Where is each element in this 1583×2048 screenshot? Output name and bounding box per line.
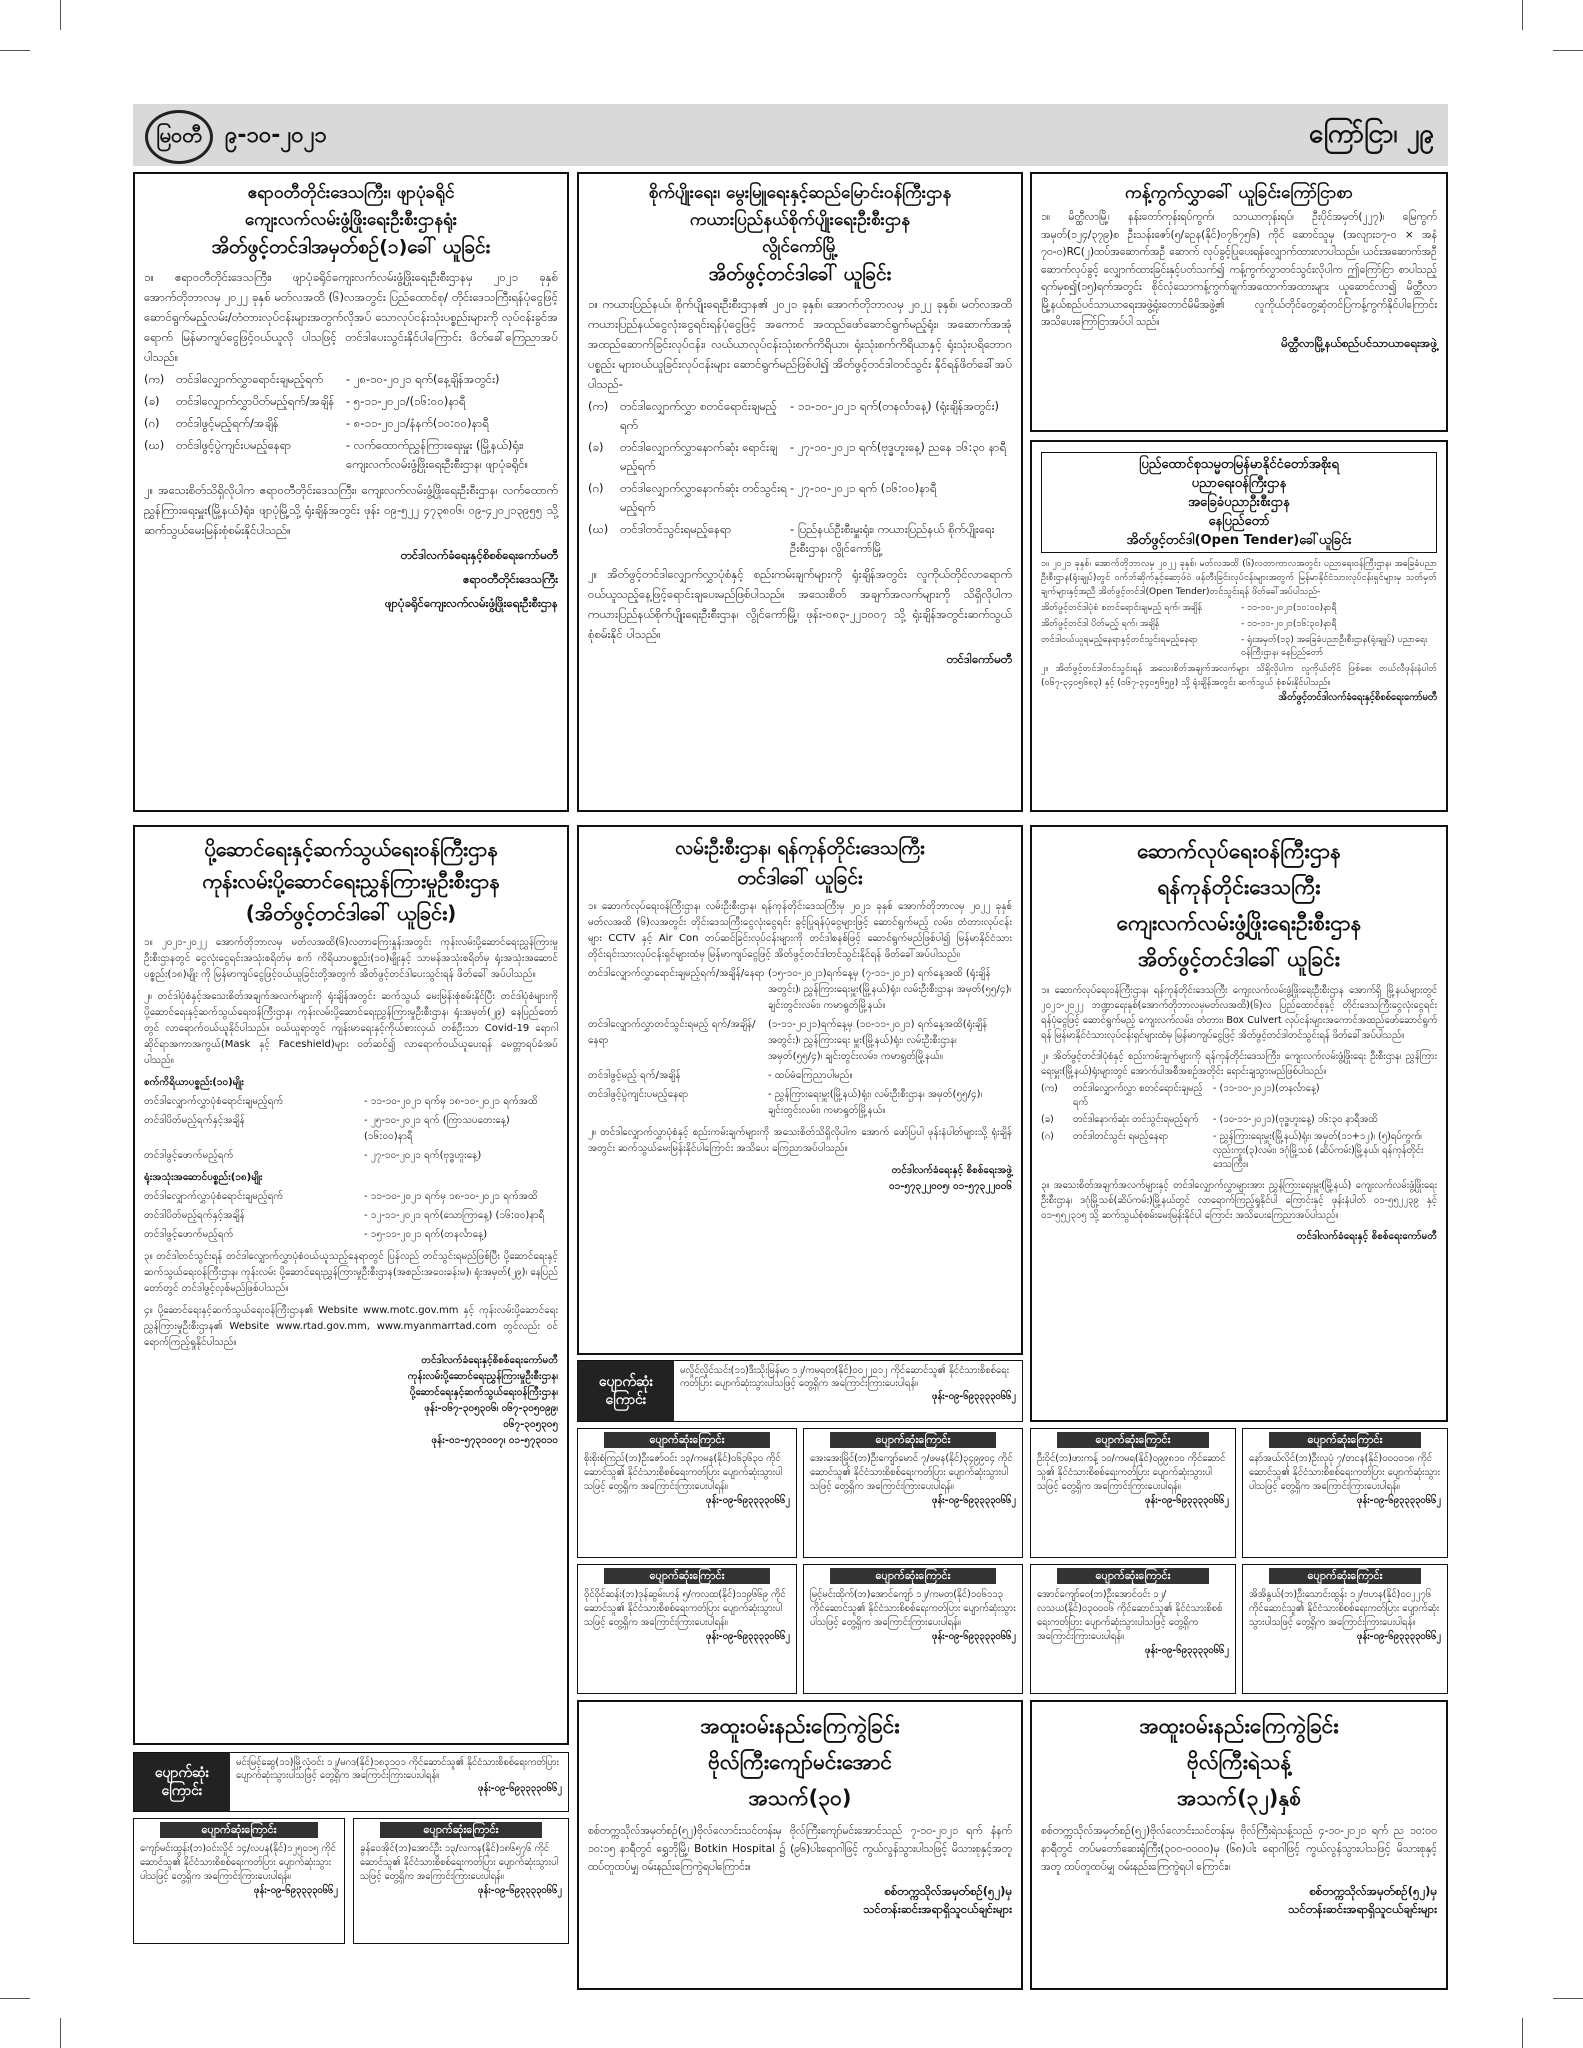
- lost-text: အိအိနွယ်(ဘ)ဦးသောင်းထွန်း ၁၂/ဗဟန(နိုင်)၀၀၂၂၇၆ ကိုင်ဆောင်သူ၏ နိုင်ငံသားစိစစ်ရေးကတ်ပြား ပျောက်ဆုံးသွားပါသဖြင့် တွေ့ရှိက အကြောင်းကြားပေးပါရန်။: [1249, 1589, 1440, 1628]
- schedule-row: (က) တင်ဒါလျှောက်လွှာရောင်းချမည့်ရက် - ၂၈-၁၀-၂၀၂၁ ရက်(နေ့ချိန်အတွင်း): [144, 372, 500, 386]
- lost-text: ဦးဝိုင်(ဘ)ဖားကန့် ၁၀/ကမရ(နိုင်)၀၉၉၈၁၀ ကိုင်ဆောင်သူ၏ နိုင်ငံသားစိစစ်ရေးကတ်ပြား ပျောက်ဆုံးသွားပါသဖြင့် တွေ့ရှိက အကြောင်းကြားပေးပါရန်။: [1037, 1453, 1226, 1492]
- notice-paragraph: ၃။ တင်ဒါတင်သွင်းရန် တင်ဒါလျှောက်လွှာပုံစံဝယ်ယူသည့်နေရာတွင် ပြန်လည် တင်သွင်းရမည်ဖြစ်ပြီး ပို့ဆောင်ရေးနှင့်ဆက်သွယ်ရေးဝန်ကြီးဌာန၊ ကုန်းလမ်း ပို့ဆောင်ရေးညွှန်ကြားမှုဦးစီးဌာန(အစည်းအဝေးခန်းမ)၊ ရုံးအမှတ်(၂၉)၊ နေပြည် တော်တွင် တင်ဒါဖွင့်လှစ်မည်ဖြစ်ပါသည်။: [144, 1251, 558, 1294]
- signature: သင်တန်းဆင်းအရာရှိသူငယ်ချင်းများ: [1288, 1902, 1437, 1916]
- notice-title: ကန့်ကွက်လွှာခေါ် ယူခြင်းကြော်ငြာစာ: [1125, 183, 1353, 203]
- lost-notice: ပျောက်ဆုံးကြောင်း ဝိုင်ဝိုင်ဆန်း(ဘ)ဒုန်ဆွမ်းဟန် ၅/ကလထ(နိုင်)၁၁၉၆၆၉ ကိုင်ဆောင်သူ၏ နိုင်ငံသားစိစစ်ရေးကတ်ပြား ပျောက်ဆုံးသွားပါသဖြင့် တွေ့ရှိက အကြောင်းကြားပေးပါရန်။ ဖုန်း-၀၉-၆၉၃၃၃၃၀၆၆၂: [577, 1564, 797, 1694]
- signature: တင်ဒါလက်ခံရေးနှင့် စိစစ်ရေးကော်မတီ: [1296, 1231, 1437, 1242]
- lost-text: စိုးစိုးစံကြည်(ဘ)ဦးဇော်ဝင်း ၁၃/ကမန(နိုင်)၀၆၃၆၃၀ ကိုင်ဆောင်သူ၏ နိုင်ငံသားစိစစ်ရေးကတ်ပြား ပျောက်ဆုံးသွားပါသဖြင့် တွေ့ရှိက အကြောင်းကြားပေးပါရန်။: [584, 1453, 783, 1492]
- obituary-captain-ye-thant: [1030, 1700, 1448, 1990]
- tender-notice-kayah-agriculture: [577, 172, 1023, 812]
- issue-date: ၉-၁၀-၂၀၂၁: [225, 123, 327, 148]
- crop-mark: [60, 2018, 61, 2048]
- lost-label: ပျောက်ဆုံး ကြောင်း: [578, 1361, 674, 1421]
- lost-text: မင်းမြင့်ဆွေ(၁၁)မြို့လုံ၀င်း ၁၂/မဂဒ(နိုင်)၁၈၃၁၀၁ ကိုင်ဆောင်သူ၏ နိုင်ငံသားစိစစ်ရေးကတ်ပြား ပျောက်ဆုံးသွားပါသဖြင့် တွေ့ရှိက အကြောင်းကြားပေးပါရန်။: [236, 1757, 559, 1781]
- schedule-row: (ဂ) တင်ဒါဖွင့်မည့်ရက်/အချိန် - ၈-၁၁-၂၀၂၁/နံနက်(၁၀:၀၀)နာရီ: [144, 416, 489, 430]
- lost-notice: ပျောက်ဆုံးကြောင်း အေးအေးမြိုင်(ဘ)ဦးကျော်မောင် ၇/ဖမန(နိုင်)၃၄၉၉၀၄ ကိုင်ဆောင်သူ၏ နိုင်ငံသားစိစစ်ရေးကတ်ပြား ပျောက်ဆုံးသွားပါသဖြင့် တွေ့ရှိက အကြောင်းကြားပေးပါရန်။ ဖုန်း-၀၉-၆၉၃၃၃၃၀၆၆၂: [803, 1428, 1023, 1558]
- lost-notice: ပျောက်ဆုံးကြောင်း ခွန်ဝေအိုင်(ဘ)အောင်ဦး ၁၃/လကန(နိုင်)၁၈၆၅၇၆ ကိုင်ဆောင်သူ၏ နိုင်ငံသားစိစစ်ရေးကတ်ပြား ပျောက်ဆုံးသွားပါသဖြင့် တွေ့ရှိက အကြောင်းကြားပေးပါရန်။ ဖုန်း-၀၉-၆၉၃၃၃၃၀၆၆၂: [353, 1818, 569, 1944]
- lost-text: အောင်ကျော်ဝေ(ဘ)ဦးအောင်ဝင်း ၁၂/လသယ(နိုင်)၀၃၀၀၀၆ ကိုင်ဆောင်သူ၏ နိုင်ငံသားစိစစ်ရေးကတ်ပြား ပျောက်ဆုံးသွားပါသဖြင့် တွေ့ရှိက အကြောင်းကြားပေးပါရန်။: [1037, 1589, 1223, 1642]
- schedule-row: (ဂ) တင်ဒါတင်သွင်း ရမည့်နေရာ - ညွှန်ကြားရေးမှူး(မြို့နယ်)ရုံး၊ အမှတ်(၁၁+၁၂)၊ (၅)ရပ်ကွက်၊ လှည်းကူး(၃)လမ်း၊ ဒဂုံမြို့သစ် (ဆိပ်ကမ်း)မြို့နယ်၊ ရန်ကုန်တိုင်းဒေသကြီး။: [1041, 1131, 1424, 1170]
- schedule-row: (ဃ) တင်ဒါတင်သွင်းရမည့်နေရာ - ပြည်နယ်ဦးစီးမှူးရုံး၊ ကယားပြည်နယ် စိုက်ပျိုးရေးဦးစီးဌာန၊ လွိုင်ကော်မြို့: [588, 522, 995, 555]
- obituary-title: အထူးဝမ်းနည်းကြေကွဲခြင်း: [700, 1714, 900, 1738]
- notice-paragraph: ၂။ အိတ်ဖွင့်တင်ဒါလျှောက်လွှာပုံစံနှင့် စည်းကမ်းချက်များကို ရုံးချိန်အတွင်း လူကိုယ်တိုင်လာရောက်ဝယ်ယူသည့်နေ့ဖြင့်ရောင်းချပေးမည်ဖြစ်ပါသည်။ အသေးစိတ် အချက်အလက်များကို သိရှိလိုပါက ကယားပြည်နယ်စိုက်ပျိုးရေးဦးစီးဌာန၊ လွိုင်ကော်မြို့၊ ဖုန်း-၀၈၃-၂၂၁၀၀၇ သို့ ရုံးချိန်အတွင်းဆက်သွယ်စုံစမ်းနိုင် ပါသည်။: [588, 567, 1012, 641]
- lost-notice: ပျောက်ဆုံးကြောင်း ကျော်မင်းထွန်း(ဘ)ဝင်းလှိုင် ၁၄/လပန(နိုင်)၁၂၅၀၁၅ ကိုင်ဆောင်သူ၏ နိုင်ငံသားစိစစ်ရေးကတ်ပြား ပျောက်ဆုံးသွားပါသဖြင့် တွေ့ရှိက အကြောင်းကြားပေးပါရန်။ ဖုန်း-၀၉-၆၉၃၃၃၃၀၆၆၂: [133, 1818, 345, 1944]
- notice-title: ကျေးလက်လမ်းဖွံ့ဖြိုးရေးဦးစီးဌာနရုံး: [244, 210, 458, 230]
- crop-mark: [0, 1998, 30, 1999]
- tender-notice-yangon-rural-roads: [1030, 825, 1448, 1422]
- notice-title: (အိတ်ဖွင့်တင်ဒါခေါ် ယူခြင်း): [245, 901, 457, 925]
- crop-mark: [1522, 0, 1523, 30]
- obituary-text: စစ်တက္ကသိုလ်အမှတ်စဉ်(၅၂)ဗိုလ်လောင်းသင်တန်းမှ ဗိုလ်ကြီးရဲသန့်သည် ၄-၁၀-၂၀၂၁ ရက် ည ၁၀:၀၀ နာရီတွင် တပ်မတော်ဆေးရုံကြီး(၃၀၀-၀၀၀၀)မှ (၆၈)ပါး ရောဂါဖြင့် ကွယ်လွန်သွားပါသဖြင့် မိသားစုနှင့်အတူ ထပ်တူထပ်မျှ ဝမ်းနည်းကြေကွဲရပါ ကြောင်း။: [1041, 1825, 1437, 1873]
- page-number: ကြော်ငြာ၊ ၂၉: [1308, 119, 1434, 149]
- signature: ၀၆၇-၃၀၅၃၀၅: [503, 1419, 558, 1430]
- signature: စစ်တက္ကသိုလ်အမှတ်စဉ်(၅၂)မှ: [884, 1884, 1012, 1898]
- obituary-captain-kyaw-min-aung: [577, 1700, 1023, 1990]
- schedule-row: အိတ်ဖွင့်တင်ဒါ ပိတ်မည့် ရက်၊ အချိန် - ၁၁-၁၁-၂၀၂၁(၁၆:၃၀)နာရီ: [1041, 619, 1337, 629]
- schedule-row: အိတ်ဖွင့်တင်ဒါပုံစံ စတင်ရောင်းချမည့် ရက်၊ အချိန် - ၁၁-၁၀-၂၀၂၁(၁၀:၀၀)နာရီ: [1041, 603, 1337, 613]
- notice-paragraph: ၁။ မိတ္ထီလာမြို့၊ နန်းတော်ကုန်းရပ်ကွက်၊ သာယာကုန်းရပ်၊ ဦးပိုင်အမှတ်(၂၂၇)၊ မြေကွက်အမှတ်(၁၂၄/၃၇၉)စ ဦးသန်းဇော်(၅/ခဥန(နိုင်)၀၇၆၇၅၆) ကိုင် ဆောင်သူမှ (အလျား၁၇-၀ × အနံ ၇၀-၀)RC(၂)ထပ်အဆောက်အဦ ဆောက် လုပ်ခွင့်ပြုပေးရန်လျှောက်ထားလာပါသည်။ ယင်းအဆောက်အဦဆောက်လုပ်ခွင့် လျှောက်ထားခြင်းနှင့်ပတ်သက်၍ ကန့်ကွက်လွှာတင်သွင်းလိုပါက ဤကြော်ငြာ စာပါသည့်ရက်မှစ၍(၁၅)ရက်အတွင်း စိုင်လုံသောကန့်ကွက်ချက်အထောက်အထားများ ယူဆောင်လာ၍ မိတ္ထီလာမြို့နယ်စည်ပင်သာယာရေးအဖွဲ့ရုံးတောင်မိမိအဖွဲ့၏ လူကိုယ်တိုင်တွေ့ဆုံတင်ပြကန့်ကွက်နိုင်ပါကြောင်း အသိပေးကြော်ငြာအပ်ပါ သည်။: [1041, 211, 1437, 328]
- notice-title: ရန်ကုန်တိုင်းဒေသကြီး: [1157, 875, 1321, 899]
- notice-title: နေပြည်တော်: [1208, 514, 1270, 529]
- lost-text: နော်အယ်လိုင်(ဘ)ဦးလှပုံ ၇/တငန(နိုင်)၀၀၀၀၁၈ ကိုင်ဆောင်သူ၏ နိုင်ငံသားစိစစ်ရေးကတ်ပြား ပျောက်ဆုံးသွားပါသဖြင့် တွေ့ရှိက အကြောင်းကြားပေးပါရန်။: [1249, 1453, 1441, 1492]
- obituary-name: ဗိုလ်ကြီးကျော်မင်းအောင်: [707, 1750, 893, 1774]
- notice-paragraph: ၃။ အသေးစိတ်အချက်အလက်များနှင့် တင်ဒါလျှောက်လွှာများအား ညွှန်ကြားရေးမှူး(မြို့နယ်) ကျေးလက်လမ်းဖွံ့ဖြိုးရေးဦးစီးဌာန၊ ဒဂုံမြို့သစ်(ဆိပ်ကမ်း)မြို့နယ်တွင် လာရောက်ကြည့်ရှုနိုင်ပါ ကြောင်းနှင့် ဖုန်းနံပါတ် ၀၁-၅၅၂၂၃၉ နှင့် ၀၁-၅၅၂၃၁၅ သို့ ဆက်သွယ်စုံစမ်းမေးမြန်းနိုင်ပါ ကြောင်း အသိပေးကြေညာအပ်ပါသည်။: [1041, 1180, 1437, 1221]
- notice-title: ဆောက်လုပ်ရေးဝန်ကြီးဌာန: [1137, 839, 1341, 863]
- tender-notice-pyapon: [133, 172, 569, 812]
- schedule-row: တင်ဒါပိတ်မည့်ရက်နှင့်အချိန် - ၂၅-၁၀-၂၀၂၁ ရက် (ကြာသပတေးနေ့)(၁၆:၀၀)နာရီ: [144, 1115, 510, 1142]
- schedule-row: (ခ) တင်ဒါလျှောက်လွှာပိတ်မည့်ရက်/အချိန် - ၅-၁၁-၂၀၂၁/(၁၆:၀၀)နာရီ: [144, 394, 466, 408]
- notice-paragraph: ၁။ ကယားပြည်နယ်၊ စိုက်ပျိုးရေးဦးစီးဌာန၏ ၂၀၂၁ ခုနှစ်၊ အောက်တိုဘာလမှ ၂၀၂၂ ခုနှစ်၊ မတ်လအထိ ကယားပြည်နယ်ငွေလုံးငွေရင်းရန်ပုံငွေဖြင့် အကောင် အထည်ဖော်ဆောင်ရွက်မည့်ရုံး၊ အဆောက်အအုံအထည်ဆောက်ခြင်းလုပ်ငန်း၊ လယ်ယာလုပ်ငန်းသုံးစက်ကိရိယာ၊ ရုံးသုံးစက်ကိရိယာနှင့် ရုံးသုံးပရိဘောဂပစ္စည်း များဝယ်ယူခြင်းလုပ်ငန်းများ ဆောင်ရွက်မည်ဖြစ်ပါ၍ အိတ်ဖွင့်တင်ဒါတင်သွင်း နိုင်ရန်ဖိတ်ခေါ်အပ်ပါသည်-: [588, 297, 1012, 391]
- notice-title: ကုန်းလမ်းပို့ဆောင်ရေးညွှန်ကြားမှုဦးစီးဌာန: [202, 869, 500, 893]
- crop-mark: [0, 50, 30, 51]
- crop-mark: [1553, 50, 1583, 51]
- tender-notice-yangon-roads: [577, 825, 1023, 1355]
- notice-title: စိုက်ပျိုးရေး၊ မွေးမြူရေးနှင့်ဆည်မြောင်းဝန်ကြီးဌာန: [648, 183, 952, 203]
- schedule-row: (ခ) တင်ဒါနောက်ဆုံး တင်သွင်းရမည့်ရက် - (၁၀-၁၁-၂၀၂၁)(ဗုဒ္ဓဟူးနေ့) ၁၆:၃၀ နာရီအထိ: [1041, 1114, 1378, 1125]
- signature: ၀၁-၅၇၃၂၂၀၀၅၊ ၀၁-၅၇၃၂၂၀၀၆: [888, 1181, 1012, 1192]
- section-heading: ရုံးအသုံးအဆောင်ပစ္စည်း(၁၈)မျိုး: [144, 1172, 263, 1183]
- notice-paragraph: ၁။ ဆောက်လုပ်ရေးဝန်ကြီးဌာန၊ ရန်ကုန်တိုင်းဒေသကြီး ကျေးလက်လမ်းဖွံ့ဖြိုးရေးဦးစီးဌာန အောက်ရှိ မြို့နယ်များတွင် ၂၀၂၁-၂၀၂၂ ဘဏ္ဍာရေးနှစ်(အောက်တိုဘာလမှမတ်လအထိ)(၆)လ ပြည်ထောင်စုနှင့် တိုင်းဒေသကြီးငွေလုံးငွေရင်းရန်ပုံငွေဖြင့် ဆောင်ရွက်မည့် ကျေးလက်လမ်း၊ တံတား၊ Box Culvert လုပ်ငန်းများအကောင်အထည်ဖော်ဆောင်ရွက်ရန် မြန်မာနိုင်ငံသားလုပ်ငန်းရှင်များထံမှ မြန်မာကျပ်ငွေဖြင့် အိတ်ဖွင့်တင်ဒါတင်သွင်းရန် ဖိတ်ခေါ်အပ်ပါသည်။: [1041, 985, 1437, 1041]
- lost-notice-bar: [577, 1360, 1023, 1422]
- lost-text: အေးအေးမြိုင်(ဘ)ဦးကျော်မောင် ၇/ဖမန(နိုင်)၃၄၉၉၀၄ ကိုင်ဆောင်သူ၏ နိုင်ငံသားစိစစ်ရေးကတ်ပြား ပျောက်ဆုံးသွားပါသဖြင့် တွေ့ရှိက အကြောင်းကြားပေးပါရန်။: [810, 1453, 1013, 1492]
- notice-title: ပြည်ထောင်စုသမ္မတမြန်မာနိုင်ငံတော်အစိုးရ: [1139, 457, 1339, 472]
- lost-notice: ပျောက်ဆုံးကြောင်း အိအိနွယ်(ဘ)ဦးသောင်းထွန်း ၁၂/ဗဟန(နိုင်)၀၀၂၂၇၆ ကိုင်ဆောင်သူ၏ နိုင်ငံသားစိစစ်ရေးကတ်ပြား ပျောက်ဆုံးသွားပါသဖြင့် တွေ့ရှိက အကြောင်းကြားပေးပါရန်။ ဖုန်း-၀၉-၆၉၃၃၃၃၀၆၆၂: [1242, 1564, 1448, 1694]
- signature: မိတ္ထီလာမြို့နယ်စည်ပင်သာယာရေးအဖွဲ့: [1281, 335, 1437, 350]
- notice-title: လွိုင်ကော်မြို့: [762, 237, 838, 257]
- lost-text: ကျော်မင်းထွန်း(ဘ)ဝင်းလှိုင် ၁၄/လပန(နိုင်)၁၂၅၀၁၅ ကိုင်ဆောင်သူ၏ နိုင်ငံသားစိစစ်ရေးကတ်ပြား ပျောက်ဆုံးသွားပါသဖြင့် တွေ့ရှိက အကြောင်းကြားပေးပါရန်။: [140, 1843, 336, 1882]
- newspaper-logo: မြဝတီ: [145, 110, 213, 164]
- lost-phone: ဖုန်း-၀၉-၆၉၃၃၃၃၀၆၆၂: [477, 1783, 562, 1794]
- crop-mark: [60, 0, 61, 30]
- schedule-row: တင်ဒါဖွင့်ဖောက်မည့်ရက် - ၁၅-၁၁-၂၀၂၁ ရက်(တနင်္လာနေ့): [144, 1229, 488, 1240]
- schedule-row: တင်ဒါလျှောက်လွှာပုံစံရောင်းချမည့်ရက် - ၁၁-၁၀-၂၀၂၁ ရက်မှ ၁၈-၁၀-၂၀၂၁ ရက်အထိ: [144, 1096, 538, 1107]
- open-tender-basic-education: [1030, 440, 1448, 812]
- crop-mark: [1553, 1998, 1583, 1999]
- notice-title: ပို့ဆောင်ရေးနှင့်ဆက်သွယ်ရေးဝန်ကြီးဌာန: [204, 837, 498, 861]
- lost-label: ပျောက်ဆုံး ကြောင်း: [134, 1753, 230, 1811]
- crop-mark: [1522, 2018, 1523, 2048]
- notice-paragraph: ၂။ တင်ဒါပုံစံနှင့်အသေးစိတ်အချက်အလက်များကို ရုံးချိန်အတွင်း ဆက်သွယ် မေးမြန်းစုံစမ်းနိုင်ပြီး တင်ဒါပုံစံများကို ပို့ဆောင်ရေးနှင့်ဆက်သွယ်ရေးဝန်ကြီးဌာန၊ ကုန်းလမ်းပို့ဆောင်ရေးညွှန်ကြားမှုဦးစီးဌာန၊ ရုံးအမှတ်(၂၉) နေပြည်တော်တွင် လာရောက်ဝယ်ယူနိုင်ပါသည်။ ဝယ်ယူရာတွင် ကျန်းမာရေးနှင့်ကိုယ်စားလှယ် တစ်ဦးသာ Covid-19 ရောဂါဆိုင်ရာအကာအကွယ်(Mask နှင့် Faceshield)များ ဝတ်ဆင်၍ လာရောက်ဝယ်ယူပေးရန် မေတ္တာရပ်ခံအပ်ပါသည်။: [144, 991, 558, 1066]
- schedule-row: (ဂ) တင်ဒါလျှောက်လွှာနောက်ဆုံး တင်သွင်းရမည့်ရက် - ၂၇-၁၀-၂၀၂၁ ရက် (၁၆:၀၀)နာရီ: [588, 481, 937, 514]
- signature: တင်ဒါလက်ခံရေးနှင့်စိစစ်ရေးကော်မတီ: [421, 1355, 558, 1366]
- schedule-row: တင်ဒါလျှောက်လွှာရောင်းချမည့်ရက်/အချိန်/နေရာ (၁၅-၁၀-၂၀၂၁)ရက်နေ့မှ (၇-၁၁-၂၀၂၁) ရက်နေ့အထိ (ရုံးချိန်အတွင်း)၊ ညွှန်ကြားရေးမှူး(မြို့နယ်)ရုံး၊ လမ်းဦးစီးဌာန၊ အမှတ်(၅၅/၄)၊ ချင်းတွင်းလမ်း၊ ကမာရွတ်မြို့နယ်။: [588, 968, 1011, 1011]
- notice-paragraph: ၁။ ဆောက်လုပ်ရေးဝန်ကြီးဌာန၊ လမ်းဦးစီးဌာန၊ ရန်ကုန်တိုင်းဒေသကြီးမှ ၂၀၂၁ ခုနှစ် အောက်တိုဘာလမှ ၂၀၂၂ ခုနှစ် မတ်လအထိ (၆)လအတွင်း တိုင်းဒေသကြီးငွေလုံးငွေရင်း ခွင့်ပြုရန်ပုံငွေများဖြင့် ဆောင်ရွက်မည့် လမ်း၊ တံတားလုပ်ငန်းများ CCTV နှင့် Air Con တပ်ဆင်ခြင်းလုပ်ငန်းများကို တင်ဒါစနစ်ဖြင့် ဆောင်ရွက်မည်ဖြစ်ပါ၍ မြန်မာနိုင်ငံသား တိုင်းရင်းသားလုပ်ငန်းရှင်များထံမှ မြန်မာကျပ်ငွေဖြင့် အိတ်ဖွင့်တင်ဒါတင်သွင်းနိုင်ရန် ဖိတ်ခေါ်အပ်ပါသည်။: [588, 901, 1012, 960]
- lost-text: မြင့်မင်းထိုက်(ဘ)အောင်ကျော် ၁၂/ကမတ(နိုင်)၁၀၆၁၁၃ ကိုင်ဆောင်သူ၏ နိုင်ငံသားစိစစ်ရေးကတ်ပြား ပျောက်ဆုံးသွားပါသဖြင့် တွေ့ရှိက အကြောင်းကြားပေးပါရန်။: [810, 1589, 1016, 1628]
- notice-title: တင်ဒါခေါ် ယူခြင်း: [737, 867, 863, 889]
- notice-title: အိတ်ဖွင့်တင်ဒါခေါ် ယူခြင်း: [708, 263, 892, 285]
- schedule-row: တင်ဒါဝယ်ယူရမည့်နေရာနှင့်တင်သွင်းရမည့်နေရာ - ရုံးအမှတ်(၁၃) အခြေခံပညာဦးစီးဌာန(ရုံးချုပ်) ပညာရေးဝန်ကြီးဌာန၊ နေပြည်တော်: [1041, 635, 1428, 658]
- lost-phone: ဖုန်း-၀၉-၆၉၃၃၃၃၀၆၆၂: [931, 1391, 1016, 1402]
- schedule-row: (က) တင်ဒါလျှောက်လွှာ စတင်ရောင်းချမည့်ရက် - (၁၁-၁၀-၂၀၂၁)(တနင်္လာနေ့): [1041, 1083, 1320, 1108]
- schedule-row: တင်ဒါပိတ်မည့်ရက်နှင့်အချိန် - ၁၂-၁၁-၂၀၂၁ ရက်(သောကြာနေ့) (၁၆:၀၀)နာရီ: [144, 1210, 545, 1221]
- signature: ကုန်းလမ်းပို့ဆောင်ရေးညွှန်ကြားမှုဦးစီးဌာန၊: [407, 1371, 558, 1382]
- notice-title: လမ်းဦးစီးဌာန၊ ရန်ကုန်တိုင်းဒေသကြီး: [675, 837, 925, 859]
- notice-title: ဧရာဝတီတိုင်းဒေသကြီး၊ ဖျာပုံခရိုင်: [247, 183, 455, 203]
- notice-paragraph: ၂။ တင်ဒါလျှောက်လွှာပုံစံနှင့် စည်းကမ်းချက်များကို အသေးစိတ်သိရှိလိုပါက အောက် ဖော်ပြပါ ဖုန်းနံပါတ်များသို့ ရုံးချိန်အတွင်း ဆက်သွယ်မေးမြန်းနိုင်ပါကြောင်း အသိပေး ကြေညာအပ်ပါသည်။: [588, 1127, 1012, 1154]
- signature: တင်ဒါလက်ခံရေးနှင့် စိစစ်ရေးအဖွဲ့: [891, 1165, 1012, 1176]
- signature: စစ်တက္ကသိုလ်အမှတ်စဉ်(၅၂)မှ: [1309, 1884, 1437, 1898]
- lost-text: ခွန်ဝေအိုင်(ဘ)အောင်ဦး ၁၃/လကန(နိုင်)၁၈၆၅၇၆ ကိုင်ဆောင်သူ၏ နိုင်ငံသားစိစစ်ရေးကတ်ပြား ပျောက်ဆုံးသွားပါသဖြင့် တွေ့ရှိက အကြောင်းကြားပေးပါရန်။: [360, 1843, 559, 1882]
- obituary-age: အသက်(၃၂)နှစ်: [1176, 1786, 1302, 1810]
- notice-paragraph: ၁။ ဧရာဝတီတိုင်းဒေသကြီး၊ ဖျာပုံခရိုင်ကျေးလက်လမ်းဖွံ့ဖြိုးရေးဦးစီးဌာနမှ ၂၀၂၁ ခုနှစ် အောက်တိုဘာလမှ ၂၀၂၂ ခုနှစ် မတ်လအထိ (၆)လအတွင်း ပြည်ထောင်စု/ တိုင်းဒေသကြီးရန်ပုံငွေဖြင့်ဆောင်ရွက်မည့်လမ်း/တံတားလုပ်ငန်းများအတွက်လိုအပ် သောလုပ်ငန်းသုံးပစ္စည်းများကို လုပ်ငန်းခွင်အရောက် မြန်မာကျပ်ငွေဖြင့်ဝယ်ယူလို ပါသဖြင့် တင်ဒါပေးသွင်းနိုင်ပါကြောင်း ဖိတ်ခေါ်ကြေညာအပ်ပါသည်။: [144, 270, 558, 364]
- lost-notice: ပျောက်ဆုံးကြောင်း အောင်ကျော်ဝေ(ဘ)ဦးအောင်ဝင်း ၁၂/လသယ(နိုင်)၀၃၀၀၀၆ ကိုင်ဆောင်သူ၏ နိုင်ငံသားစိစစ်ရေးကတ်ပြား ပျောက်ဆုံးသွားပါသဖြင့် တွေ့ရှိက အကြောင်းကြားပေးပါရန်။ ဖုန်း-၀၉-၆၉၃၃၃၃၀၆၆၂: [1030, 1564, 1236, 1694]
- schedule-row: တင်ဒါဖွင့်ပွဲကျင်းပမည့်နေရာ - ညွှန်ကြားရေးမှူး(မြို့နယ်)ရုံး၊ လမ်းဦးစီးဌာန၊ အမှတ်(၅၅/၄)၊ ချင်းတွင်းလမ်း၊ ကမာရွတ်မြို့နယ်။: [588, 1089, 983, 1116]
- objection-notice-meiktila: [1030, 172, 1448, 432]
- schedule-row: တင်ဒါဖွင့်မည့် ရက်/အချိန် - ထပ်မံကြေညာပါမည်။: [588, 1070, 853, 1081]
- obituary-age: အသက်(၃၀): [748, 1786, 852, 1810]
- obituary-text: စစ်တက္ကသိုလ်အမှတ်စဉ်(၅၂)ဗိုလ်လောင်းသင်တန်းမှ ဗိုလ်ကြီးကျော်မင်းအောင်သည် ၇-၁၀-၂၀၂၁ ရက် နံနက် ၁၀:၁၅ နာရီတွင် ရွှေဘိုမြို့၊ Botkin Hospital ၌ (၉၆)ပါးရောဂါဖြင့် ကွယ်လွန်သွားပါသဖြင့် မိသားစုနှင့်အတူ ထပ်တူထပ်မျှ ဝမ်းနည်းကြေကွဲရပါကြောင်း။: [588, 1825, 1012, 1873]
- obituary-title: အထူးဝမ်းနည်းကြေကွဲခြင်း: [1139, 1714, 1339, 1738]
- notice-paragraph: ၁။ ၂၀၂၁-၂၀၂၂ အောက်တိုဘာလမှ မတ်လအထိ(၆)လတာကြေးနှုန်းအတွင်း ကုန်းလမ်းပို့ဆောင်ရေးညွှန်ကြားမှုဦးစီးဌာနတွင် ငွေလုံးငွေရင်းအသုံးစရိတ်မှ စက် ကိရိယာပစ္စည်း(၁၀)မျိုးနှင့် သာမန်အသုံးစရိတ်မှ ရုံးအသုံးအဆောင်ပစ္စည်း(၁၈)မျိုး ကို မြန်မာကျပ်ငွေဖြင့်ဝယ်ယူခြင်းတို့အတွက် အိတ်ဖွင့်တင်ဒါပေးသွင်းရန် ဖိတ်ခေါ် အပ်ပါသည်။: [144, 937, 558, 980]
- signature: ဖုန်း-၀၁-၅၇၃၁၀၀၇၊ ၀၁-၅၇၃၀၁၀: [431, 1435, 558, 1446]
- lost-text: ဝိုင်ဝိုင်ဆန်း(ဘ)ဒုန်ဆွမ်းဟန် ၅/ကလထ(နိုင်)၁၁၉၆၆၉ ကိုင်ဆောင်သူ၏ နိုင်ငံသားစိစစ်ရေးကတ်ပြား ပျောက်ဆုံးသွားပါသဖြင့် တွေ့ရှိက အကြောင်းကြားပေးပါရန်။: [584, 1589, 786, 1628]
- notice-title: အခြေခံပညာဦးစီးဌာန: [1188, 495, 1290, 510]
- schedule-row: တင်ဒါလျှောက်လွှာပုံစံရောင်းချမည့်ရက် - ၁၁-၁၀-၂၀၂၁ ရက်မှ ၁၈-၁၀-၂၀၂၁ ရက်အထိ: [144, 1191, 538, 1202]
- signature: ဖုန်း-၀၆၇-၃၀၅၃၀၆၊ ၀၆၇-၃၀၅၀၉၉၊: [424, 1403, 558, 1414]
- notice-paragraph: ၁။ ၂၀၂၁ ခုနှစ်၊ အောက်တိုဘာလမှ ၂၀၂၂ ခုနှစ်၊ မတ်လအထိ (၆)လတာကာလအတွင်း ပညာရေးဝန်ကြီးဌာန၊ အခြေခံပညာဦးစီးဌာန(ရုံးချုပ်)တွင် ဝက်ဘ်ဆိုက်နှင့်ဆော့ဖ်ဝဲ ဖန်တီးခြင်းလုပ်ငန်းများအတွက် မြန်မာနိုင်ငံသားလုပ်ငန်းရှင်များမှ သတ်မှတ်ချက်များနှင့်အညီ အိတ်ဖွင့်တင်ဒါ(Open Tender)တင်သွင်းရန် ဖိတ်ခေါ်အပ်ပါသည်-: [1041, 559, 1437, 597]
- lost-notice: ပျောက်ဆုံးကြောင်း မြင့်မင်းထိုက်(ဘ)အောင်ကျော် ၁၂/ကမတ(နိုင်)၁၀၆၁၁၃ ကိုင်ဆောင်သူ၏ နိုင်ငံသားစိစစ်ရေးကတ်ပြား ပျောက်ဆုံးသွားပါသဖြင့် တွေ့ရှိက အကြောင်းကြားပေးပါရန်။ ဖုန်း-၀၉-၆၉၃၃၃၃၀၆၆၂: [803, 1564, 1023, 1694]
- signature: အိတ်ဖွင့်တင်ဒါလက်ခံရေးနှင့်စိစစ်ရေးကော်မတီ: [1278, 692, 1437, 703]
- schedule-row: တင်ဒါလျှောက်လွှာတင်သွင်းရမည့် ရက်/အချိန်/နေရာ (၁-၁၁-၂၀၂၁)ရက်နေ့မှ (၁၀-၁၁-၂၀၂၁) ရက်နေ့အထိ(ရုံးချိန်အတွင်း)၊ ညွှန်ကြားရေး မှူး(မြို့နယ်)ရုံး၊ လမ်းဦးစီးဌာန၊ အမှတ်(၅၅/၄)၊ ချင်းတွင်းလမ်း၊ ကမာရွတ်မြို့နယ်။: [588, 1019, 988, 1062]
- signature: သင်တန်းဆင်းအရာရှိသူငယ်ချင်းများ: [863, 1902, 1012, 1916]
- signature: တင်ဒါလက်ခံရေးနှင့်စိစစ်ရေးကော်မတီ: [400, 548, 558, 562]
- schedule-row: (က) တင်ဒါလျှောက်လွှာ စတင်ရောင်းချမည့်ရက် - ၁၁-၁၀-၂၀၂၁ ရက်(တနင်္လာနေ့) (ရုံးချိန်အတွင်း): [588, 399, 999, 432]
- notice-title: အိတ်ဖွင့်တင်ဒါ(Open Tender)ခေါ်ယူခြင်း: [1126, 533, 1352, 548]
- schedule-row: (ခ) တင်ဒါလျှောက်လွှာနောက်ဆုံး ရောင်းချမည့်ရက် - ၂၇-၁၀-၂၀၂၁ ရက်(ဗုဒ္ဓဟူးနေ့) ညနေ ၁၆:၃၀ နာရီ: [588, 440, 1007, 473]
- lost-notice: ပျောက်ဆုံးကြောင်း နော်အယ်လိုင်(ဘ)ဦးလှပုံ ၇/တငန(နိုင်)၀၀၀၀၁၈ ကိုင်ဆောင်သူ၏ နိုင်ငံသားစိစစ်ရေးကတ်ပြား ပျောက်ဆုံးသွားပါသဖြင့် တွေ့ရှိက အကြောင်းကြားပေးပါရန်။ ဖုန်း-၀၉-၆၉၃၃၃၃၀၆၆၂: [1242, 1428, 1448, 1558]
- notice-paragraph: ၄။ ပို့ဆောင်ရေးနှင့်ဆက်သွယ်ရေးဝန်ကြီးဌာန၏ Website www.motc.gov.mm နှင့် ကုန်းလမ်းပို့ဆောင်ရေးညွှန်ကြားမှုဦးစီးဌာန၏ Website www.rtad.gov.mm, www.myanmarrtad.com တွင်လည်း ဝင်ရောက်ကြည့်ရှုနိုင်ပါသည်။: [144, 1305, 558, 1348]
- notice-paragraph: ၂။ အိတ်ဖွင့်တင်ဒါတင်သွင်းရန် အသေးစိတ်အချက်အလက်များ သိရှိလိုပါက လူကိုယ်တိုင် ဖြစ်စေ၊ တယ်လီဖုန်းနံပါတ် (၀၆၇-၃၄၀၅၆၈၃) နှင့် (၀၆၇-၃၄၀၅၆၅၉) သို့ ရုံးချိန်အတွင်း ဆက်သွယ် စုံစမ်းနိုင်ပါသည်။: [1041, 664, 1437, 688]
- obituary-name: ဗိုလ်ကြီးရဲသန့်: [1186, 1750, 1292, 1774]
- signature: ဖျာပုံခရိုင်ကျေးလက်လမ်းဖွံ့ဖြိုးရေးဦးစီးဌာန: [384, 596, 558, 610]
- signature: ပို့ဆောင်ရေးနှင့်ဆက်သွယ်ရေးဝန်ကြီးဌာန၊: [409, 1387, 558, 1398]
- lost-text: မလှိုင်လှိုင်သင်း(၁၁)ဒီးသိုးမြန်မာ ၁၂/ကမရတ(နိုင်)၀၀၂၂၀၁၂ ကိုင်ဆောင်သူ၏ နိုင်ငံသားစိစစ်ရေးကတ်ပြား ပျောက်ဆုံးသွားပါသဖြင့် တွေ့ရှိက အကြောင်းကြားပေးပါရန်။: [680, 1365, 1010, 1389]
- title-frame: [1041, 452, 1437, 553]
- notice-title: အိတ်ဖွင့်တင်ဒါအမှတ်စဉ်(၁)ခေါ် ယူခြင်း: [211, 236, 491, 258]
- page-header: [133, 104, 1448, 166]
- notice-paragraph: ၂။ အိတ်ဖွင့်တင်ဒါပုံစံနှင့် စည်းကမ်းချက်များကို ရန်ကုန်တိုင်းဒေသကြီး၊ ကျေးလက်လမ်းဖွံ့ဖြိုးရေး ဦးစီးဌာန၊ ညွှန်ကြားရေးမှူး(မြို့နယ်)ရုံးများတွင် အောက်ပါအစီအစဉ်အတိုင်း ရောင်းချသွားမည်ဖြစ်ပါသည်။: [1041, 1051, 1437, 1077]
- notice-title: ပညာရေးဝန်ကြီးဌာန: [1191, 476, 1287, 491]
- schedule-row: (ဃ) တင်ဒါဖွင့်ပွဲကျင်းပမည့်နေရာ - လက်ထောက်ညွှန်ကြားရေးမှူး (မြို့နယ်)ရုံး၊ ကျေးလက်လမ်းဖွံ့ဖြိုးရေးဦးစီးဌာန၊ ဖျာပုံခရိုင်။: [144, 438, 529, 471]
- signature: ဧရာဝတီတိုင်းဒေသကြီး: [463, 572, 558, 586]
- lost-notice: ပျောက်ဆုံးကြောင်း ဦးဝိုင်(ဘ)ဖားကန့် ၁၀/ကမရ(နိုင်)၀၉၉၈၁၀ ကိုင်ဆောင်သူ၏ နိုင်ငံသားစိစစ်ရေးကတ်ပြား ပျောက်ဆုံးသွားပါသဖြင့် တွေ့ရှိက အကြောင်းကြားပေးပါရန်။ ဖုန်း-၀၉-၆၉၃၃၃၃၀၆၆၂: [1030, 1428, 1236, 1558]
- signature: တင်ဒါကော်မတီ: [946, 652, 1012, 666]
- notice-title: ကယားပြည်နယ်စိုက်ပျိုးရေးဦးစီးဌာန: [689, 210, 911, 230]
- notice-title: အိတ်ဖွင့်တင်ဒါခေါ် ယူခြင်း: [1138, 947, 1340, 971]
- tender-notice-road-transport: [133, 825, 569, 1745]
- lost-notice: ပျောက်ဆုံးကြောင်း စိုးစိုးစံကြည်(ဘ)ဦးဇော်ဝင်း ၁၃/ကမန(နိုင်)၀၆၃၆၃၀ ကိုင်ဆောင်သူ၏ နိုင်ငံသားစိစစ်ရေးကတ်ပြား ပျောက်ဆုံးသွားပါသဖြင့် တွေ့ရှိက အကြောင်းကြားပေးပါရန်။ ဖုန်း-၀၉-၆၉၃၃၃၃၀၆၆၂: [577, 1428, 797, 1558]
- section-heading: စက်ကိရိယာပစ္စည်း(၁၀)မျိုး: [144, 1077, 244, 1088]
- notice-title: ကျေးလက်လမ်းဖွံ့ဖြိုးရေးဦးစီးဌာန: [1116, 911, 1362, 935]
- notice-paragraph: ၂။ အသေးစိတ်သိရှိလိုပါက ဧရာဝတီတိုင်းဒေသကြီး၊ ကျေးလက်လမ်းဖွံ့ဖြိုးရေးဦးစီးဌာန၊ လက်ထောက်ညွှန်ကြားရေးမှူး(မြို့နယ်)ရုံး၊ ဖျာပုံမြို့သို့ ရုံးချိန်အတွင်း ဖုန်း ၀၉-၅၂၂ ၄၇၃၈၀၆၊ ၀၉-၄၂၀၂၁၃၉၅၅ သို့ ဆက်သွယ်မေးမြန်းစုံစမ်းနိုင်ပါသည်။: [144, 483, 558, 537]
- lost-notice-bar: [133, 1752, 569, 1812]
- schedule-row: တင်ဒါဖွင့်ဖောက်မည့်ရက် - ၂၇-၁၀-၂၀၂၁ ရက်(ဗုဒ္ဓဟူးနေ့): [144, 1150, 482, 1161]
